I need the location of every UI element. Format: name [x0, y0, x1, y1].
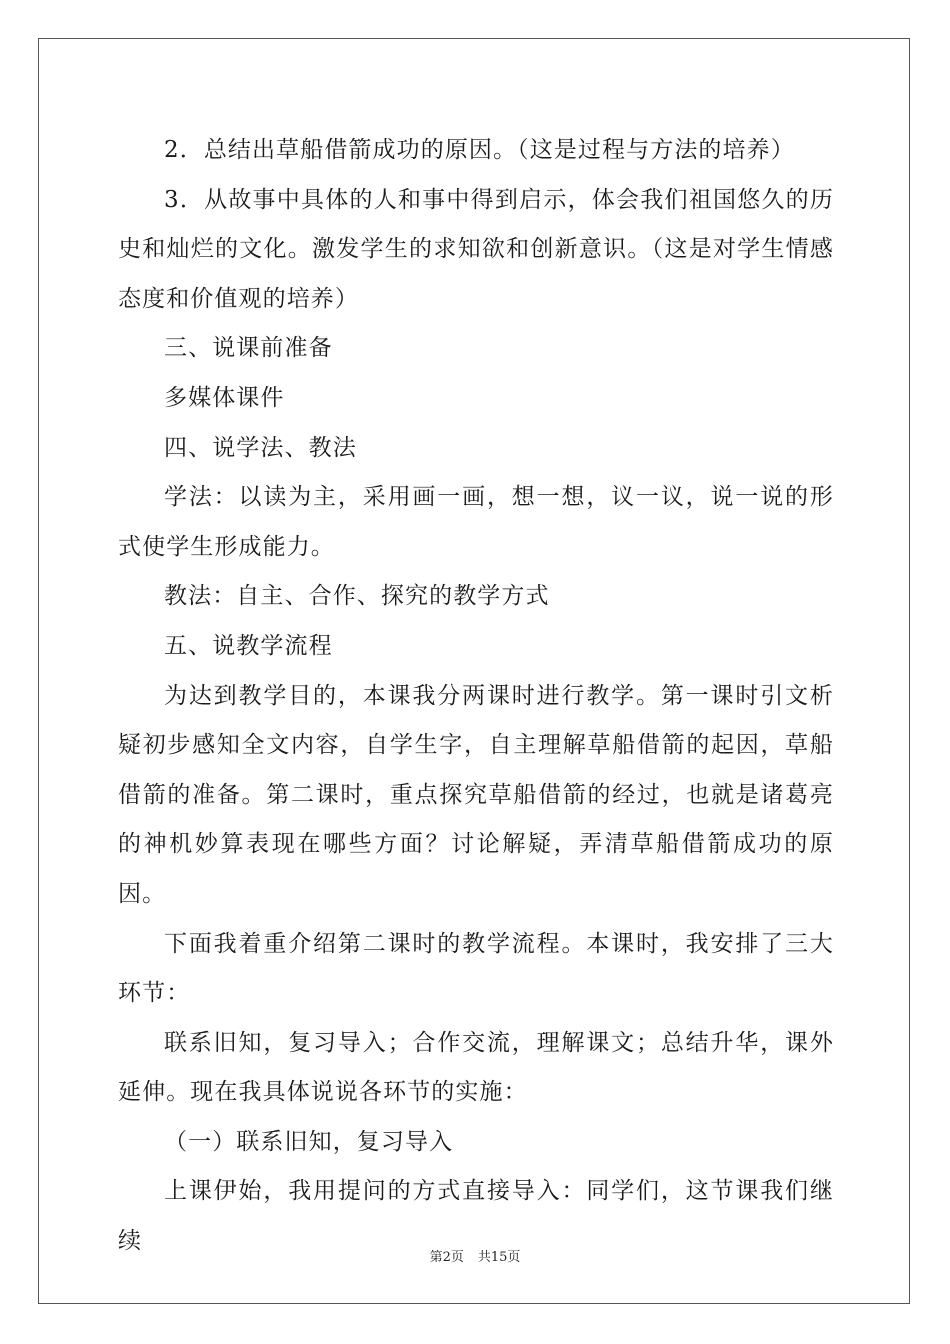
paragraph: 多媒体课件 [164, 384, 285, 411]
document-body [118, 126, 834, 1267]
paragraph: 上课伊始，我用提问的方式直接导入：同学们，这节课我们继续 [118, 1178, 834, 1255]
page-number: 第2页 [429, 1250, 464, 1265]
page-total: 共15页 [477, 1250, 521, 1265]
paragraph: 学法：以读为主，采用画一画，想一想，议一议，说一说的形式使学生形成能力。 [118, 484, 834, 560]
section-heading: 四、说学法、教法 [164, 434, 357, 461]
paragraph: 教法：自主、合作、探究的教学方式 [164, 583, 550, 610]
paragraph: 下面我着重介绍第二课时的教学流程。本课时，我安排了三大环节： [118, 930, 834, 1007]
page-footer [0, 1246, 950, 1265]
sub-heading: （一）联系旧知，复习导入 [164, 1128, 454, 1155]
paragraph: 2．总结出草船借箭成功的原因。（这是过程与方法的培养） [164, 137, 795, 163]
paragraph: 联系旧知，复习导入；合作交流，理解课文；总结升华，课外延伸。现在我具体说说各环节的实施： [118, 1029, 834, 1106]
section-heading: 五、说教学流程 [164, 632, 333, 659]
paragraph: 3．从故事中具体的人和事中得到启示，体会我们祖国悠久的历史和灿烂的文化。激发学生的求知欲和创新意识。（这是对学生情感态度和价值观的培养） [118, 186, 834, 312]
section-heading: 三、说课前准备 [164, 335, 333, 362]
paragraph: 为达到教学目的，本课我分两课时进行教学。第一课时引文析疑初步感知全文内容，自学生字，自主理解草船借箭的起因，草船借箭的准备。第二课时，重点探究草船借箭的经过，也就是诸葛亮的神机妙算表现在哪些方面？讨论解疑，弄清草船借箭成功的原因。 [118, 682, 834, 907]
